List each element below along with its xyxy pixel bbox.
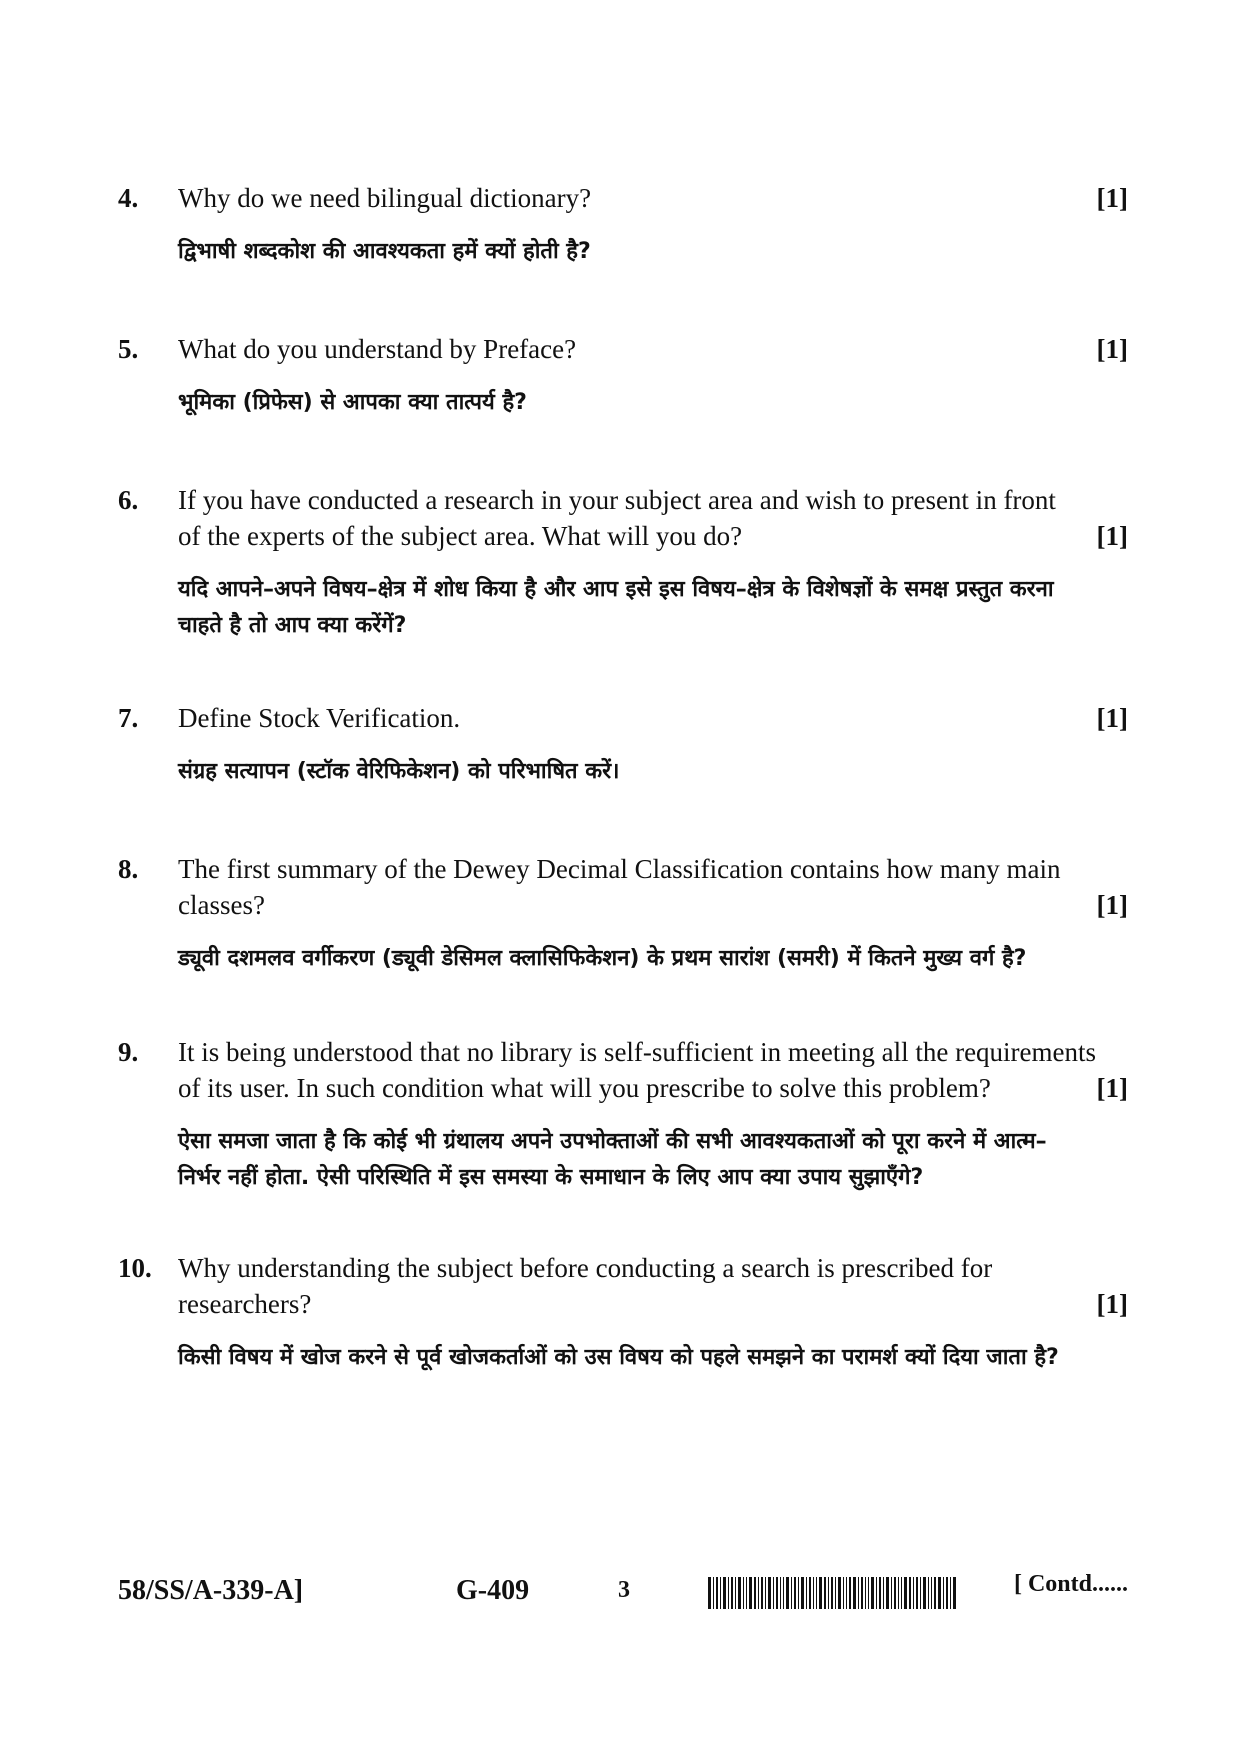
question-number: 4. bbox=[118, 183, 139, 213]
marks-label: [1] bbox=[1096, 521, 1128, 551]
question-text-line-2: classes? bbox=[178, 890, 265, 920]
page-footer bbox=[118, 1571, 1128, 1615]
question-hindi-text: संग्रह सत्यापन (स्टॉक वेरिफिकेशन) को परिभाषित करें। bbox=[178, 759, 620, 784]
question-hindi-text: भूमिका (प्रिफेस) से आपका क्या तात्पर्य है? bbox=[178, 390, 527, 415]
question-text-line-2: researchers? bbox=[178, 1289, 312, 1319]
question-8 bbox=[118, 851, 1128, 977]
page-number: 3 bbox=[618, 1577, 630, 1603]
question-6 bbox=[118, 482, 1128, 644]
marks-label: [1] bbox=[1096, 1073, 1128, 1103]
barcode-image bbox=[708, 1577, 958, 1609]
hindi-line-2: निर्भर नहीं होता. ऐसी परिस्थिति में इस समस्या के समाधान के लिए आप क्या उपाय सुझाएँगे? bbox=[178, 1165, 924, 1190]
question-text-line-1: The first summary of the Dewey Decimal Classification contains how many main bbox=[178, 854, 1061, 884]
paper-code: 58/SS/A-339-A] bbox=[118, 1575, 304, 1606]
question-number: 5. bbox=[118, 334, 139, 364]
marks-label: [1] bbox=[1096, 890, 1128, 920]
question-text-line-1: Why understanding the subject before conducting a search is prescribed for bbox=[178, 1253, 993, 1283]
question-hindi-text bbox=[118, 1124, 1128, 1196]
question-hindi-text bbox=[118, 572, 1128, 644]
marks-label: [1] bbox=[1096, 183, 1128, 213]
marks-label: [1] bbox=[1096, 703, 1128, 733]
question-hindi-text: ड्यूवी दशमलव वर्गीकरण (ड्यूवी डेसिमल क्लासिफिकेशन) के प्रथम सारांश (समरी) में कितने मुख्य वर्ग है? bbox=[178, 946, 1027, 971]
question-text-line-2: of the experts of the subject area. What will you do? bbox=[178, 521, 743, 551]
marks-label: [1] bbox=[1096, 1289, 1128, 1319]
question-number: 9. bbox=[118, 1037, 139, 1067]
question-5 bbox=[118, 331, 1128, 421]
hindi-line-2: चाहते है तो आप क्या करेंगें? bbox=[178, 613, 407, 638]
question-number: 7. bbox=[118, 703, 139, 733]
question-number: 10. bbox=[118, 1253, 152, 1283]
question-text-line-1: If you have conducted a research in your subject area and wish to present in front bbox=[178, 485, 1056, 515]
question-text-line-1: It is being understood that no library is self-sufficient in meeting all the requirements bbox=[178, 1037, 1097, 1067]
question-hindi-text: द्विभाषी शब्दकोश की आवश्यकता हमें क्यों होती है? bbox=[178, 239, 591, 264]
question-number: 6. bbox=[118, 485, 139, 515]
question-7 bbox=[118, 700, 1128, 790]
question-text: Why do we need bilingual dictionary? bbox=[178, 183, 592, 213]
question-text-line-2: of its user. In such condition what will you prescribe to solve this problem? bbox=[178, 1073, 991, 1103]
question-9 bbox=[118, 1034, 1128, 1196]
question-text: What do you understand by Preface? bbox=[178, 334, 577, 364]
question-hindi-text: किसी विषय में खोज करने से पूर्व खोजकर्ताओं को उस विषय को पहले समझने का परामर्श क्यों दिया जाता है? bbox=[178, 1345, 1059, 1370]
question-number: 8. bbox=[118, 854, 139, 884]
question-10 bbox=[118, 1250, 1128, 1376]
question-4 bbox=[118, 180, 1128, 270]
paper-series: G-409 bbox=[456, 1575, 530, 1606]
question-text: Define Stock Verification. bbox=[178, 703, 461, 733]
continued-label: [ Contd...... bbox=[1013, 1571, 1128, 1597]
marks-label: [1] bbox=[1096, 334, 1128, 364]
hindi-line-1: यदि आपने–अपने विषय–क्षेत्र में शोध किया है और आप इसे इस विषय–क्षेत्र के विशेषज्ञों के समक्ष प्रस्तुत करना bbox=[178, 577, 1054, 602]
hindi-line-1: ऐसा समजा जाता है कि कोई भी ग्रंथालय अपने उपभोक्ताओं की सभी आवश्यकताओं को पूरा करने में आत्म– bbox=[178, 1129, 1047, 1154]
